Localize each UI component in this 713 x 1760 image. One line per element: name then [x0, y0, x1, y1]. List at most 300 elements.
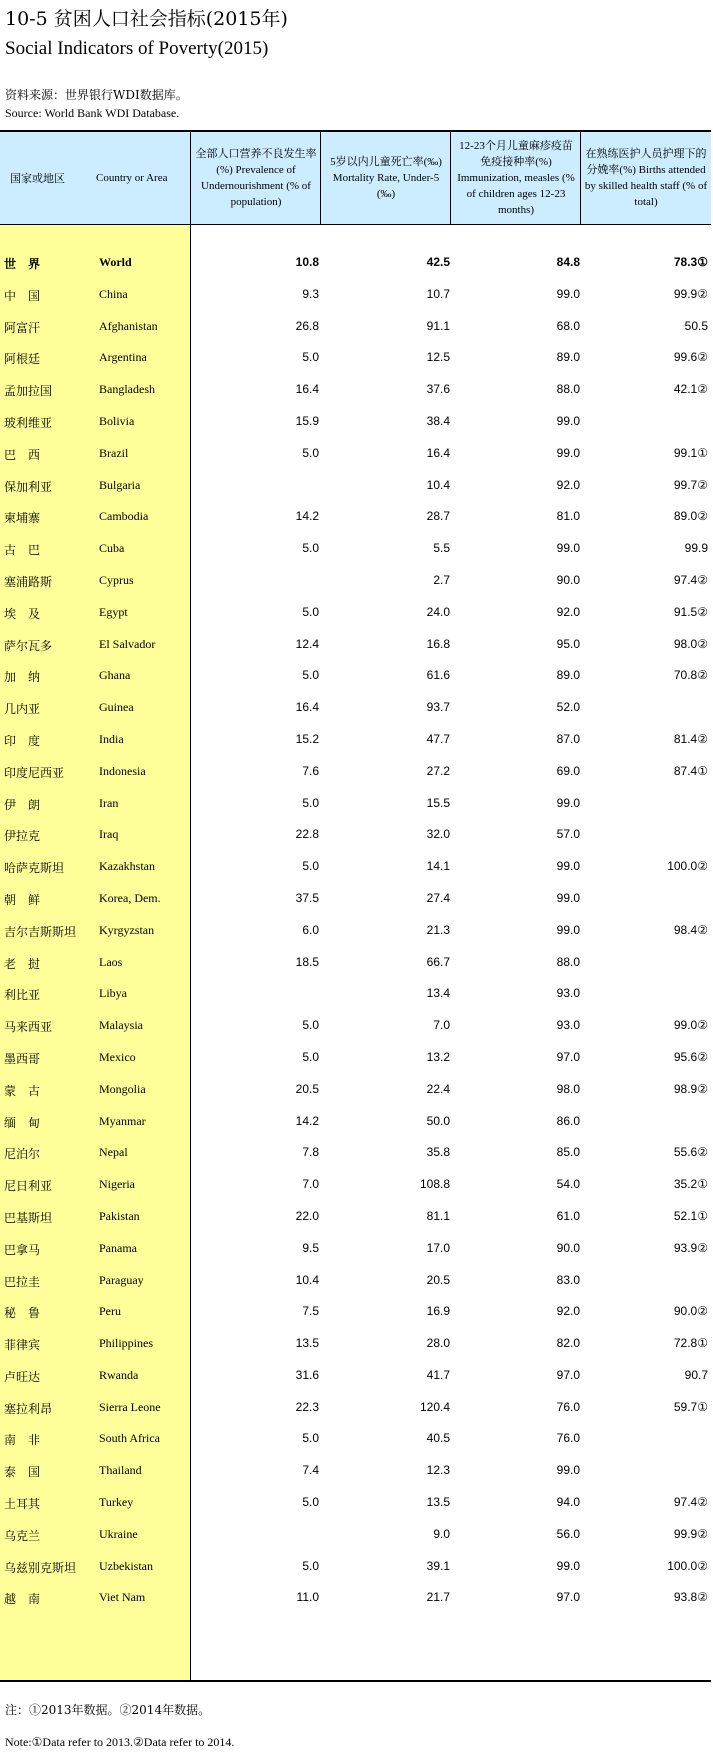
- births-attended-value: 100.0②: [667, 1558, 708, 1573]
- immunization-value: 94.0: [556, 1495, 580, 1510]
- immunization-value: 90.0: [556, 572, 580, 587]
- table-row: [0, 629, 711, 661]
- undernourishment-value: 13.5: [295, 1336, 319, 1351]
- footnote-zh: 注：①2013年数据。②2014年数据。: [5, 1703, 211, 1717]
- undernourishment-value: 5.0: [302, 1431, 319, 1446]
- country-name-en: Afghanistan: [99, 318, 158, 333]
- country-name-en: Ghana: [99, 668, 131, 683]
- country-name-en: South Africa: [99, 1431, 160, 1446]
- country-name-zh: 伊拉克: [4, 829, 41, 844]
- undernourishment-value: 5.0: [302, 668, 319, 683]
- undernourishment-value: 22.8: [295, 827, 319, 842]
- mortality-value: 7.0: [433, 1018, 450, 1033]
- country-name-en: Mongolia: [99, 1081, 146, 1096]
- header-immunization: 12-23个月儿童麻疹疫苗免疫接种率(%) Immunization, measles (% of children ages 12-23 months): [457, 140, 575, 216]
- immunization-value: 52.0: [556, 700, 580, 715]
- country-name-zh: 利比亚: [4, 988, 41, 1003]
- mortality-value: 21.7: [426, 1590, 450, 1605]
- immunization-value: 92.0: [556, 477, 580, 492]
- header-divider: [320, 132, 321, 224]
- immunization-value: 99.0: [556, 1558, 580, 1573]
- country-name-en: Viet Nam: [99, 1590, 146, 1605]
- mortality-value: 93.7: [426, 700, 450, 715]
- immunization-value: 56.0: [556, 1526, 580, 1541]
- table-row: [0, 1360, 711, 1392]
- mortality-value: 24.0: [426, 604, 450, 619]
- country-name-zh: 巴基斯坦: [4, 1210, 53, 1225]
- table-row: [0, 406, 711, 438]
- mortality-value: 38.4: [426, 413, 450, 428]
- source-note-zh: 资料来源：世界银行WDI数据库。: [5, 88, 188, 102]
- table-row: [0, 247, 711, 279]
- mortality-value: 28.0: [426, 1336, 450, 1351]
- table-row: [0, 915, 711, 947]
- country-name-zh: 秘 鲁: [4, 1306, 41, 1321]
- country-name-en: Pakistan: [99, 1208, 140, 1223]
- country-name-zh: 乌克兰: [4, 1528, 41, 1543]
- country-name-en: Peru: [99, 1304, 121, 1319]
- page-subtitle: Social Indicators of Poverty(2015): [5, 38, 269, 59]
- country-name-en: Indonesia: [99, 763, 146, 778]
- country-name-zh: 塞拉利昂: [4, 1401, 53, 1416]
- undernourishment-value: 14.2: [295, 509, 319, 524]
- mortality-value: 108.8: [419, 1177, 450, 1192]
- country-name-zh: 泰 国: [4, 1465, 41, 1480]
- country-name-en: Argentina: [99, 350, 147, 365]
- table-row: [0, 1169, 711, 1201]
- table-row: [0, 1074, 711, 1106]
- immunization-value: 99.0: [556, 890, 580, 905]
- country-name-zh: 巴拉圭: [4, 1274, 41, 1289]
- table-row: [0, 1233, 711, 1265]
- undernourishment-value: 7.6: [302, 763, 319, 778]
- country-name-zh: 吉尔吉斯斯坦: [4, 924, 77, 939]
- undernourishment-value: 15.9: [295, 413, 319, 428]
- table-row: [0, 883, 711, 915]
- immunization-value: 95.0: [556, 636, 580, 651]
- mortality-value: 66.7: [426, 954, 450, 969]
- table-row: [0, 1551, 711, 1583]
- mortality-value: 17.0: [426, 1240, 450, 1255]
- country-name-zh: 印度尼西亚: [4, 765, 65, 780]
- births-attended-value: 91.5②: [673, 604, 708, 619]
- mortality-value: 10.4: [426, 477, 450, 492]
- header-mortality: 5岁以内儿童死亡率(‰) Mortality Rate, Under-5 (‰): [330, 156, 442, 200]
- immunization-value: 99.0: [556, 286, 580, 301]
- births-attended-value: 98.4②: [673, 922, 708, 937]
- immunization-value: 99.0: [556, 445, 580, 460]
- country-name-en: Nepal: [99, 1145, 128, 1160]
- header-undernourishment: 全部人口营养不良发生率(%) Prevalence of Undernourishment (% of population): [195, 148, 317, 208]
- country-name-zh: 玻利维亚: [4, 415, 53, 430]
- births-attended-value: 98.0②: [673, 636, 708, 651]
- header-divider: [450, 132, 451, 224]
- births-attended-value: 90.7: [684, 1367, 708, 1382]
- country-name-zh: 阿富汗: [4, 320, 41, 335]
- undernourishment-value: 18.5: [295, 954, 319, 969]
- country-name-en: Cyprus: [99, 572, 134, 587]
- immunization-value: 68.0: [556, 318, 580, 333]
- country-name-zh: 印 度: [4, 733, 41, 748]
- undernourishment-value: 6.0: [302, 922, 319, 937]
- undernourishment-value: 9.3: [302, 286, 319, 301]
- table-row: [0, 1296, 711, 1328]
- mortality-value: 120.4: [419, 1399, 450, 1414]
- table-row: [0, 1423, 711, 1455]
- mortality-value: 20.5: [426, 1272, 450, 1287]
- immunization-value: 99.0: [556, 413, 580, 428]
- immunization-value: 54.0: [556, 1177, 580, 1192]
- country-name-en: Sierra Leone: [99, 1399, 161, 1414]
- country-name-en: Rwanda: [99, 1367, 139, 1382]
- country-name-zh: 萨尔瓦多: [4, 638, 53, 653]
- undernourishment-value: 5.0: [302, 795, 319, 810]
- births-attended-value: 52.1①: [673, 1208, 708, 1223]
- undernourishment-value: 26.8: [295, 318, 319, 333]
- country-name-zh: 伊 朗: [4, 797, 41, 812]
- mortality-value: 16.4: [426, 445, 450, 460]
- births-attended-value: 93.9②: [673, 1240, 708, 1255]
- country-name-en: Philippines: [99, 1336, 154, 1351]
- country-name-zh: 几内亚: [4, 702, 41, 717]
- table-row: [0, 565, 711, 597]
- births-attended-value: 99.9②: [673, 286, 708, 301]
- country-name-zh: 马来西亚: [4, 1020, 53, 1035]
- undernourishment-value: 5.0: [302, 1018, 319, 1033]
- mortality-value: 91.1: [426, 318, 450, 333]
- mortality-value: 37.6: [426, 382, 450, 397]
- births-attended-value: 99.1①: [673, 445, 708, 460]
- country-name-en: Bangladesh: [99, 382, 155, 397]
- table-row: [0, 533, 711, 565]
- country-name-en: Uzbekistan: [99, 1558, 153, 1573]
- undernourishment-value: 22.0: [295, 1208, 319, 1223]
- undernourishment-value: 5.0: [302, 859, 319, 874]
- immunization-value: 85.0: [556, 1145, 580, 1160]
- immunization-value: 88.0: [556, 382, 580, 397]
- country-name-en: Cuba: [99, 541, 125, 556]
- immunization-value: 83.0: [556, 1272, 580, 1287]
- immunization-value: 88.0: [556, 954, 580, 969]
- mortality-value: 21.3: [426, 922, 450, 937]
- immunization-value: 69.0: [556, 763, 580, 778]
- country-name-zh: 尼日利亚: [4, 1179, 53, 1194]
- country-name-zh: 塞浦路斯: [4, 574, 53, 589]
- births-attended-value: 98.9②: [673, 1081, 708, 1096]
- births-attended-value: 99.9: [684, 541, 708, 556]
- country-name-en: Bolivia: [99, 413, 135, 428]
- mortality-value: 14.1: [426, 859, 450, 874]
- immunization-value: 92.0: [556, 604, 580, 619]
- table-row: [0, 311, 711, 343]
- undernourishment-value: 5.0: [302, 541, 319, 556]
- country-name-zh: 越 南: [4, 1592, 41, 1607]
- country-name-zh: 阿根廷: [4, 352, 41, 367]
- table-row: [0, 1582, 711, 1614]
- mortality-value: 40.5: [426, 1431, 450, 1446]
- header-country-en: Country or Area: [96, 172, 168, 184]
- table-row: [0, 788, 711, 820]
- country-name-en: Turkey: [99, 1495, 134, 1510]
- table-row: [0, 470, 711, 502]
- mortality-value: 16.8: [426, 636, 450, 651]
- undernourishment-value: 31.6: [295, 1367, 319, 1382]
- mortality-value: 9.0: [433, 1526, 450, 1541]
- immunization-value: 97.0: [556, 1590, 580, 1605]
- country-name-en: Laos: [99, 954, 123, 969]
- page-title: 10-5 贫困人口社会指标(2015年): [5, 8, 288, 30]
- country-name-zh: 土耳其: [4, 1497, 41, 1512]
- mortality-value: 28.7: [426, 509, 450, 524]
- header-divider: [580, 132, 581, 224]
- mortality-value: 50.0: [426, 1113, 450, 1128]
- table-row: [0, 1201, 711, 1233]
- mortality-value: 22.4: [426, 1081, 450, 1096]
- births-attended-value: 97.4②: [673, 1495, 708, 1510]
- mortality-value: 27.2: [426, 763, 450, 778]
- births-attended-value: 50.5: [684, 318, 708, 333]
- country-name-zh: 古 巴: [4, 543, 41, 558]
- country-name-zh: 菲律宾: [4, 1338, 41, 1353]
- births-attended-value: 95.6②: [673, 1049, 708, 1064]
- undernourishment-value: 5.0: [302, 350, 319, 365]
- country-name-zh: 保加利亚: [4, 479, 53, 494]
- country-name-zh: 老 挝: [4, 956, 41, 971]
- country-name-en: Malaysia: [99, 1018, 143, 1033]
- country-name-en: Iraq: [99, 827, 119, 842]
- table-row: [0, 1328, 711, 1360]
- country-name-en: Bulgaria: [99, 477, 141, 492]
- table-row: [0, 692, 711, 724]
- immunization-value: 99.0: [556, 922, 580, 937]
- mortality-value: 2.7: [433, 572, 450, 587]
- table-row: [0, 1519, 711, 1551]
- country-name-en: Kyrgyzstan: [99, 922, 155, 937]
- table-row: [0, 1265, 711, 1297]
- country-name-zh: 柬埔寨: [4, 511, 41, 526]
- births-attended-value: 99.9②: [673, 1526, 708, 1541]
- country-name-zh: 乌兹别克斯坦: [4, 1560, 77, 1575]
- births-attended-value: 99.6②: [673, 350, 708, 365]
- country-name-en: Guinea: [99, 700, 134, 715]
- table-row: [0, 1010, 711, 1042]
- births-attended-value: 93.8②: [673, 1590, 708, 1605]
- country-name-en: World: [99, 255, 132, 269]
- mortality-value: 81.1: [426, 1208, 450, 1223]
- mortality-value: 12.5: [426, 350, 450, 365]
- country-name-zh: 巴拿马: [4, 1242, 41, 1257]
- country-name-zh: 世 界: [4, 257, 41, 271]
- mortality-value: 41.7: [426, 1367, 450, 1382]
- births-attended-value: 42.1②: [673, 382, 708, 397]
- mortality-value: 13.4: [426, 986, 450, 1001]
- undernourishment-value: 5.0: [302, 1049, 319, 1064]
- mortality-value: 27.4: [426, 890, 450, 905]
- births-attended-value: 100.0②: [667, 859, 708, 874]
- country-name-en: Iran: [99, 795, 119, 810]
- immunization-value: 97.0: [556, 1367, 580, 1382]
- undernourishment-value: 10.4: [295, 1272, 319, 1287]
- indicator-table: [0, 130, 711, 1682]
- undernourishment-value: 7.0: [302, 1177, 319, 1192]
- undernourishment-value: 14.2: [295, 1113, 319, 1128]
- country-name-zh: 尼泊尔: [4, 1147, 41, 1162]
- undernourishment-value: 5.0: [302, 604, 319, 619]
- country-name-zh: 墨西哥: [4, 1051, 41, 1066]
- immunization-value: 76.0: [556, 1399, 580, 1414]
- undernourishment-value: 20.5: [295, 1081, 319, 1096]
- footnote-en: Note:①Data refer to 2013.②Data refer to 2014.: [5, 1735, 235, 1749]
- immunization-value: 86.0: [556, 1113, 580, 1128]
- table-row: [0, 501, 711, 533]
- immunization-value: 89.0: [556, 668, 580, 683]
- table-row: [0, 1392, 711, 1424]
- mortality-value: 16.9: [426, 1304, 450, 1319]
- country-name-en: Kazakhstan: [99, 859, 155, 874]
- births-attended-value: 78.3①: [673, 255, 708, 269]
- births-attended-value: 89.0②: [673, 509, 708, 524]
- country-name-en: China: [99, 286, 128, 301]
- births-attended-value: 97.4②: [673, 572, 708, 587]
- table-row: [0, 978, 711, 1010]
- immunization-value: 90.0: [556, 1240, 580, 1255]
- undernourishment-value: 5.0: [302, 1558, 319, 1573]
- immunization-value: 76.0: [556, 1431, 580, 1446]
- immunization-value: 99.0: [556, 859, 580, 874]
- header-births-attended: 在熟练医护人员护理下的分娩率(%) Births attended by skilled health staff (% of total): [584, 148, 708, 208]
- immunization-value: 99.0: [556, 1463, 580, 1478]
- country-name-zh: 中 国: [4, 288, 41, 303]
- header-country-zh: 国家或地区: [10, 173, 65, 185]
- undernourishment-value: 9.5: [302, 1240, 319, 1255]
- table-row: [0, 819, 711, 851]
- table-row: [0, 438, 711, 470]
- immunization-value: 82.0: [556, 1336, 580, 1351]
- mortality-value: 35.8: [426, 1145, 450, 1160]
- country-name-zh: 缅 甸: [4, 1115, 41, 1130]
- immunization-value: 89.0: [556, 350, 580, 365]
- country-name-en: Paraguay: [99, 1272, 144, 1287]
- mortality-value: 13.2: [426, 1049, 450, 1064]
- table-row: [0, 374, 711, 406]
- country-name-zh: 加 纳: [4, 670, 41, 685]
- mortality-value: 5.5: [433, 541, 450, 556]
- country-name-zh: 蒙 古: [4, 1083, 41, 1098]
- immunization-value: 92.0: [556, 1304, 580, 1319]
- mortality-value: 10.7: [426, 286, 450, 301]
- undernourishment-value: 15.2: [295, 731, 319, 746]
- births-attended-value: 59.7①: [673, 1399, 708, 1414]
- immunization-value: 93.0: [556, 986, 580, 1001]
- table-body: [0, 247, 711, 1614]
- country-name-en: Ukraine: [99, 1526, 138, 1541]
- births-attended-value: 87.4①: [673, 763, 708, 778]
- mortality-value: 12.3: [426, 1463, 450, 1478]
- mortality-value: 15.5: [426, 795, 450, 810]
- country-name-zh: 埃 及: [4, 606, 41, 621]
- undernourishment-value: 7.4: [302, 1463, 319, 1478]
- table-row: [0, 597, 711, 629]
- immunization-value: 84.8: [556, 255, 580, 269]
- undernourishment-value: 10.8: [295, 255, 319, 269]
- source-note-en: Source: World Bank WDI Database.: [5, 106, 180, 120]
- table-row: [0, 1106, 711, 1138]
- country-name-en: El Salvador: [99, 636, 156, 651]
- country-name-en: Egypt: [99, 604, 128, 619]
- births-attended-value: 99.7②: [673, 477, 708, 492]
- country-name-zh: 卢旺达: [4, 1369, 41, 1384]
- immunization-value: 81.0: [556, 509, 580, 524]
- births-attended-value: 81.4②: [673, 731, 708, 746]
- immunization-value: 99.0: [556, 795, 580, 810]
- undernourishment-value: 5.0: [302, 1495, 319, 1510]
- country-name-zh: 南 非: [4, 1433, 41, 1448]
- immunization-value: 93.0: [556, 1018, 580, 1033]
- immunization-value: 57.0: [556, 827, 580, 842]
- births-attended-value: 72.8①: [673, 1336, 708, 1351]
- country-name-en: Panama: [99, 1240, 137, 1255]
- immunization-value: 97.0: [556, 1049, 580, 1064]
- immunization-value: 98.0: [556, 1081, 580, 1096]
- births-attended-value: 55.6②: [673, 1145, 708, 1160]
- table-row: [0, 1042, 711, 1074]
- births-attended-value: 35.2①: [673, 1177, 708, 1192]
- country-name-en: Libya: [99, 986, 127, 1001]
- country-name-en: India: [99, 731, 124, 746]
- country-name-zh: 哈萨克斯坦: [4, 861, 65, 876]
- undernourishment-value: 5.0: [302, 445, 319, 460]
- undernourishment-value: 22.3: [295, 1399, 319, 1414]
- mortality-value: 61.6: [426, 668, 450, 683]
- undernourishment-value: 16.4: [295, 700, 319, 715]
- table-row: [0, 1137, 711, 1169]
- immunization-value: 99.0: [556, 541, 580, 556]
- country-name-en: Mexico: [99, 1049, 136, 1064]
- mortality-value: 42.5: [426, 255, 450, 269]
- table-row: [0, 724, 711, 756]
- mortality-value: 47.7: [426, 731, 450, 746]
- table-row: [0, 1455, 711, 1487]
- table-row: [0, 756, 711, 788]
- country-name-zh: 孟加拉国: [4, 384, 53, 399]
- undernourishment-value: 12.4: [295, 636, 319, 651]
- country-name-en: Thailand: [99, 1463, 142, 1478]
- births-attended-value: 70.8②: [673, 668, 708, 683]
- table-row: [0, 1487, 711, 1519]
- mortality-value: 13.5: [426, 1495, 450, 1510]
- country-name-en: Brazil: [99, 445, 129, 460]
- table-row: [0, 660, 711, 692]
- births-attended-value: 90.0②: [673, 1304, 708, 1319]
- births-attended-value: 99.0②: [673, 1018, 708, 1033]
- undernourishment-value: 7.8: [302, 1145, 319, 1160]
- country-name-en: Myanmar: [99, 1113, 146, 1128]
- table-row: [0, 279, 711, 311]
- table-row: [0, 851, 711, 883]
- immunization-value: 61.0: [556, 1208, 580, 1223]
- country-name-zh: 巴 西: [4, 447, 41, 462]
- country-name-en: Nigeria: [99, 1177, 135, 1192]
- country-name-en: Cambodia: [99, 509, 149, 524]
- undernourishment-value: 37.5: [295, 890, 319, 905]
- mortality-value: 32.0: [426, 827, 450, 842]
- country-name-en: Korea, Dem.: [99, 890, 161, 905]
- mortality-value: 39.1: [426, 1558, 450, 1573]
- country-name-zh: 朝 鲜: [4, 892, 41, 907]
- immunization-value: 87.0: [556, 731, 580, 746]
- undernourishment-value: 11.0: [296, 1590, 319, 1605]
- undernourishment-value: 16.4: [295, 382, 319, 397]
